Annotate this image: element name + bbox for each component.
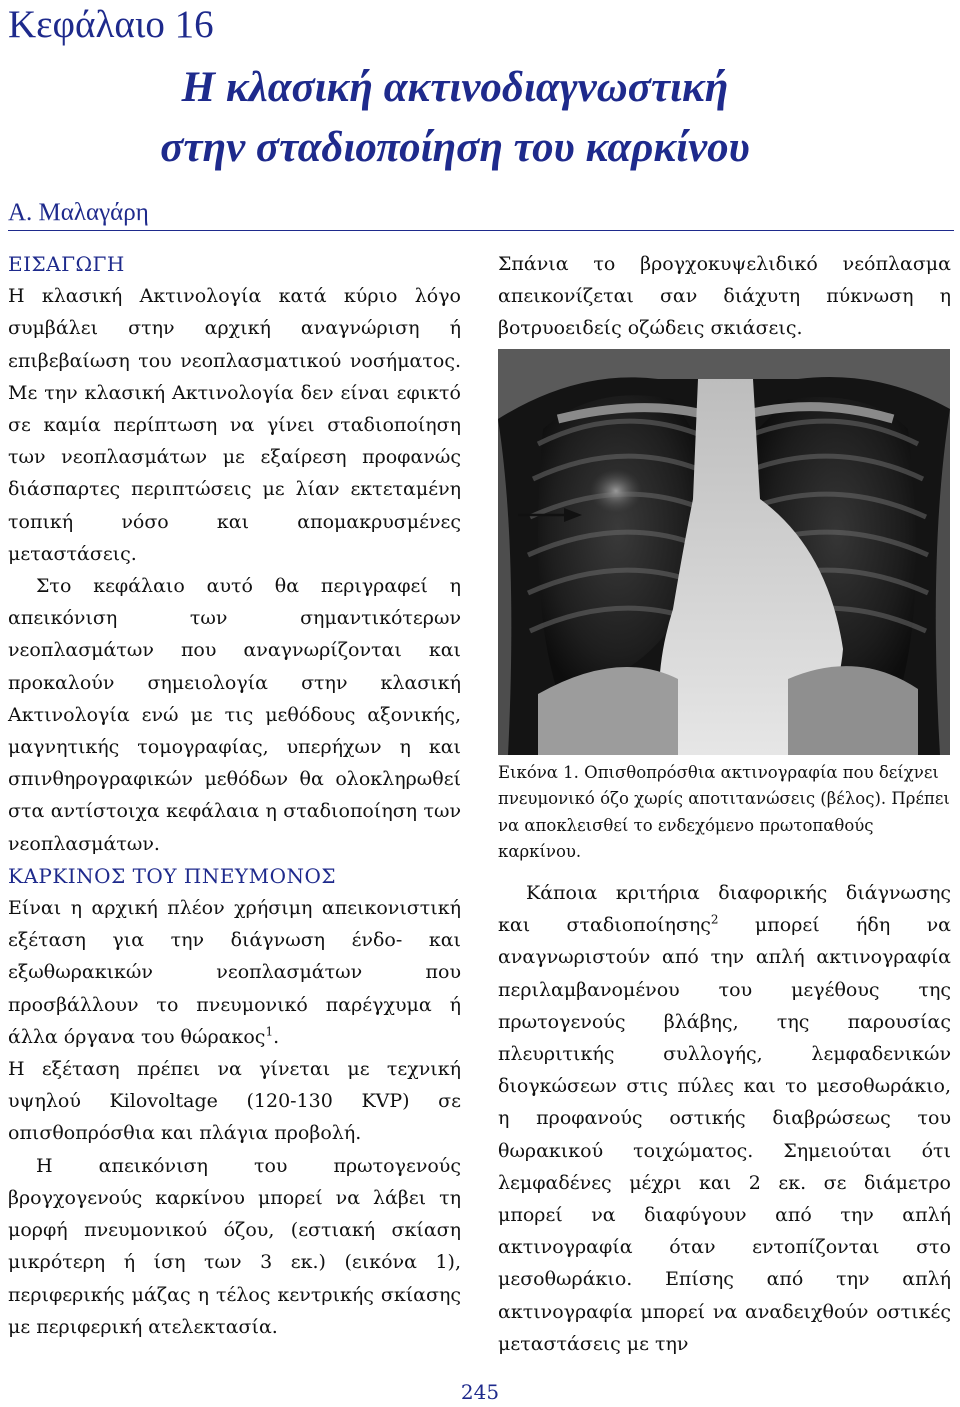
- section-heading-intro: ΕΙΣΑΓΩΓΗ: [8, 252, 125, 276]
- intro-paragraph-2: Στο κεφάλαιο αυτό θα περιγραφεί η απεικόνιση των σημαντικότερων νεοπλασμάτων που αναγνωρίζονται και προκαλούν σημειολογία στην κλασική Ακτινολογία ενώ με τις μεθόδους αξονικής, μαγνητικής τομογραφίας, υπερήχων η και σπινθηρογραφικών μεθόδων θα ολοκληρωθεί στα αντίστοιχα κεφάλαια η σταδιοποίηση των νεοπλασμάτων.: [8, 575, 461, 855]
- chapter-label: Κεφάλαιο 16: [8, 3, 214, 46]
- chapter-title-line-1: Η κλασική ακτινοδιαγνωστική: [181, 64, 729, 111]
- footnote-ref-2[interactable]: 2: [710, 912, 719, 927]
- right-intro-paragraph: Σπάνια το βρογχοκυψελιδικό νεόπλασμα απεικονίζεται σαν διάχυτη πύκνωση η βοτρυοειδείς οζώδεις σκιάσεις.: [498, 253, 951, 340]
- lung-paragraph-3: Η απεικόνιση του πρωτογενούς βρογχογενούς καρκίνου μπορεί να λάβει τη μορφή πνευμονικού όζου, (εστιακή σκίαση μικρότερη ή ίση των 3 εκ.) (εικόνα 1), περιφερικής μάζας η τέλος κεντρικής σκίασης με περιφερική ατελεκτασία.: [8, 1154, 461, 1338]
- left-column: [8, 248, 461, 1343]
- author-name: Α. Μαλαγάρη: [8, 199, 149, 226]
- figure-caption: Εικόνα 1. Οπισθοπρόσθια ακτινογραφία που δείχνει πνευμονικό όζο χωρίς αποτιτανώσεις (βέλος). Πρέπει να αποκλεισθεί το ενδεχόμενο πρωτοπαθούς καρκίνου.: [498, 763, 950, 861]
- lung-paragraph-2: Η εξέταση πρέπει να γίνεται με τεχνική υψηλού Kilovoltage (120-130 KVP) σε οπισθοπρόσθια και πλάγια προβολή.: [8, 1058, 461, 1145]
- right-paragraph-1: [498, 877, 951, 1360]
- right-column-intro: [498, 248, 951, 345]
- section-heading-lung-cancer: ΚΑΡΚΙΝΟΣ ΤΟΥ ΠΝΕΥΜΟΝΟΣ: [8, 863, 337, 888]
- chapter-title: [0, 58, 910, 178]
- lung-paragraph-1-text: Είναι η αρχική πλέον χρήσιμη απεικονιστική εξέταση για την διάγνωση ένδο- και εξωθωρακικών νεοπλασμάτων που προσβάλλουν το πνευμονικό παρέγχυμα ή άλλα όργανα του θώρακος: [8, 897, 461, 1048]
- lung-paragraph-1: [8, 892, 461, 1053]
- right-paragraph-1-b: μπορεί ήδη να αναγνωριστούν από την απλή ακτινογραφία περιλαμβανομένου του μεγέθους της πρωτογενούς βλάβης, της παρουσίας πλευριτικής συλλογής, λεμφαδενικών διογκώσεων στις πύλες και το μεσοθωράκιο, η προφανούς οστικής διαβρώσεως του θωρακικού τοιχώματος. Σημειούται ότι λεμφαδένες μέχρι και 2 εκ. σε διάμετρο μπορεί να διαφύγουν από την απλή ακτινογραφία όταν εντοπίζονται στο μεσοθωράκιο. Επίσης από την απλή ακτινογραφία μπορεί να αναδειχθούν οστικές μεταστάσεις με την: [498, 914, 951, 1355]
- right-column-body: [498, 877, 951, 1360]
- title-divider: [8, 230, 954, 231]
- lung-paragraph-1-end: .: [273, 1025, 280, 1048]
- chapter-title-line-2: στην σταδιοποίηση του καρκίνου: [160, 124, 750, 171]
- intro-paragraph-1: Η κλασική Ακτινολογία κατά κύριο λόγο συμβάλει στην αρχική αναγνώριση ή επιβεβαίωση του νεοπλασματικού νοσήματος. Με την κλασική Ακτινολογία δεν είναι εφικτό σε καμία περίπτωση να γίνει σταδιοποίηση των νεοπλασμάτων με εξαίρεση προφανώς διάσπαρτες περιπτώσεις με λίαν εκτεταμένη τοπική νόσο και απομακρυσμένες μεταστάσεις.: [8, 285, 461, 565]
- footnote-ref-1[interactable]: 1: [265, 1024, 274, 1039]
- xray-drawing: [498, 349, 950, 755]
- page-number: 245: [460, 1380, 500, 1404]
- chest-xray-image: [498, 349, 950, 755]
- right-paragraph-1-a: Κάποια κριτήρια διαφορικής διάγνωσης και σταδιοποίησης: [498, 882, 951, 937]
